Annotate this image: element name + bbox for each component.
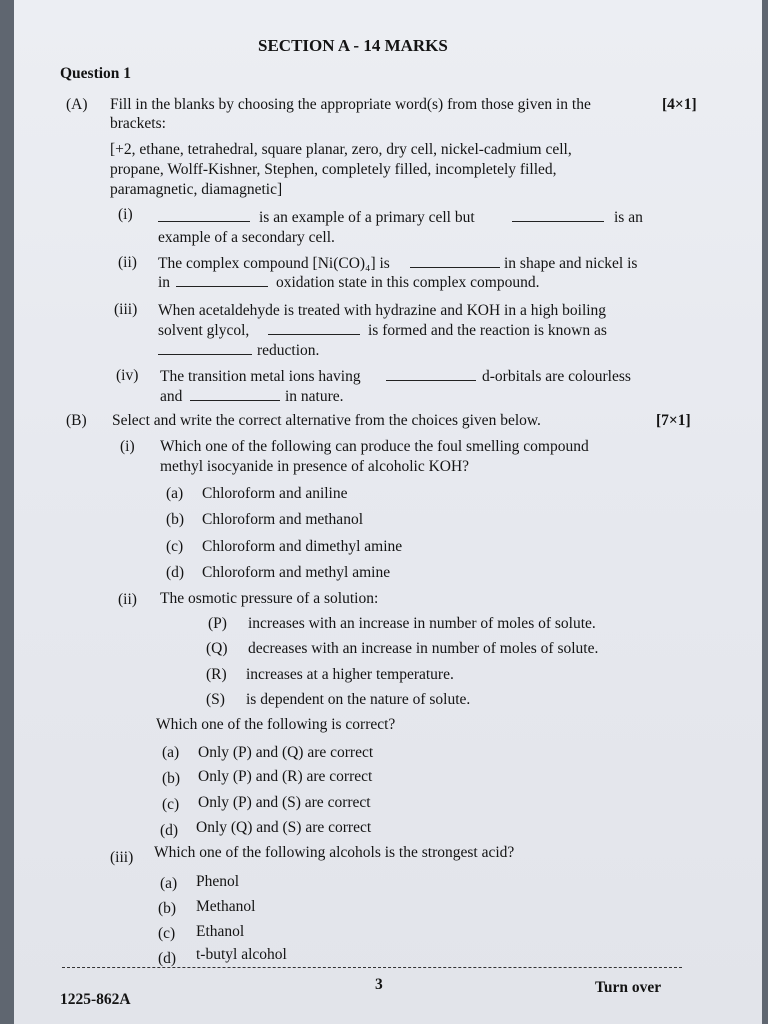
fill-blank-line	[512, 208, 604, 228]
part-b-label: (B)	[66, 412, 87, 429]
item-number: (iii)	[110, 849, 134, 866]
question-stem: Which one of the following alcohols is the strongest acid?	[154, 844, 515, 861]
fill-blank-line	[386, 367, 476, 387]
part-a-label: (A)	[66, 96, 88, 113]
item-text: example of a secondary cell.	[158, 229, 335, 246]
question-stem: The osmotic pressure of a solution:	[160, 590, 379, 607]
part-a-instruction-line2: brackets:	[110, 115, 166, 132]
option-text: Only (P) and (R) are correct	[198, 768, 373, 785]
item-number: (iv)	[116, 367, 139, 384]
section-title: SECTION A - 14 MARKS	[258, 36, 448, 55]
item-text: solvent glycol,	[158, 322, 250, 339]
option-key: (b)	[162, 770, 181, 787]
option-key: (c)	[158, 925, 176, 942]
option-key: (c)	[166, 538, 184, 555]
option-key: (d)	[166, 564, 185, 581]
option-text: Only (Q) and (S) are correct	[196, 819, 372, 836]
item-text: in nature.	[285, 388, 344, 405]
part-b-marks: [7×1]	[656, 412, 691, 429]
question-stem: methyl isocyanide in presence of alcoholic KOH?	[160, 458, 470, 475]
option-text: Only (P) and (S) are correct	[198, 794, 371, 811]
item-text: oxidation state in this complex compound.	[276, 274, 540, 291]
question-ask: Which one of the following is correct?	[156, 716, 396, 733]
option-key: (d)	[158, 950, 177, 967]
question-label: Question 1	[60, 65, 132, 82]
option-key: (a)	[160, 875, 178, 892]
statement-text: increases with an increase in number of moles of solute.	[248, 615, 596, 632]
fill-blank-line	[410, 254, 500, 274]
option-key: (c)	[162, 796, 180, 813]
fill-blank-line	[158, 208, 250, 228]
option-text: Chloroform and dimethyl amine	[202, 538, 403, 555]
option-text: Chloroform and aniline	[202, 485, 348, 502]
item-number: (ii)	[118, 591, 137, 608]
statement-key: (S)	[206, 691, 225, 708]
option-key: (d)	[160, 822, 179, 839]
item-number: (i)	[120, 438, 135, 455]
page-number: 3	[375, 976, 383, 993]
item-number: (iii)	[114, 301, 138, 318]
option-text: Only (P) and (Q) are correct	[198, 744, 374, 761]
statement-key: (P)	[208, 615, 227, 632]
item-text: The complex compound [Ni(CO)₄] is	[158, 255, 390, 272]
statement-key: (R)	[206, 666, 227, 683]
option-key: (b)	[158, 900, 177, 917]
statement-text: is dependent on the nature of solute.	[246, 691, 471, 708]
option-text: Chloroform and methanol	[202, 511, 363, 528]
fill-blank-line	[176, 273, 268, 293]
part-b-instruction: Select and write the correct alternative from the choices given below.	[112, 412, 541, 429]
item-number: (ii)	[118, 254, 137, 271]
fill-blank-line	[268, 321, 360, 341]
statement-key: (Q)	[206, 640, 228, 657]
item-text: in shape and nickel is	[504, 255, 638, 272]
part-a-marks: [4×1]	[662, 96, 697, 113]
word-bank-line2: propane, Wolff-Kishner, Stephen, completely filled, incompletely filled,	[110, 161, 557, 178]
option-text: t-butyl alcohol	[196, 946, 287, 963]
item-text: When acetaldehyde is treated with hydrazine and KOH in a high boiling	[158, 302, 607, 319]
option-key: (a)	[162, 744, 180, 761]
statement-text: decreases with an increase in number of moles of solute.	[248, 640, 599, 657]
item-number: (i)	[118, 206, 133, 223]
item-text: is an example of a primary cell but	[259, 209, 475, 226]
question-stem: Which one of the following can produce the foul smelling compound	[160, 438, 589, 455]
footer-divider	[62, 967, 682, 968]
fill-blank-line	[190, 387, 280, 407]
option-text: Methanol	[196, 898, 256, 915]
item-text: in	[158, 274, 171, 291]
item-text: is an	[614, 209, 643, 226]
item-text: d-orbitals are colourless	[482, 368, 631, 385]
turn-over-label: Turn over	[595, 979, 662, 996]
fill-blank-line	[158, 341, 252, 361]
option-key: (b)	[166, 511, 185, 528]
word-bank-line1: [+2, ethane, tetrahedral, square planar, zero, dry cell, nickel-cadmium cell,	[110, 141, 572, 158]
option-text: Phenol	[196, 873, 240, 890]
item-text: reduction.	[257, 342, 320, 359]
item-text: is formed and the reaction is known as	[368, 322, 607, 339]
word-bank-line3: paramagnetic, diamagnetic]	[110, 181, 283, 198]
part-a-instruction-line1: Fill in the blanks by choosing the appropriate word(s) from those given in the	[110, 96, 591, 113]
paper-code: 1225-862A	[60, 991, 131, 1008]
item-text: and	[160, 388, 183, 405]
item-text: The transition metal ions having	[160, 368, 361, 385]
statement-text: increases at a higher temperature.	[246, 666, 454, 683]
option-text: Chloroform and methyl amine	[202, 564, 391, 581]
option-key: (a)	[166, 485, 184, 502]
option-text: Ethanol	[196, 923, 245, 940]
